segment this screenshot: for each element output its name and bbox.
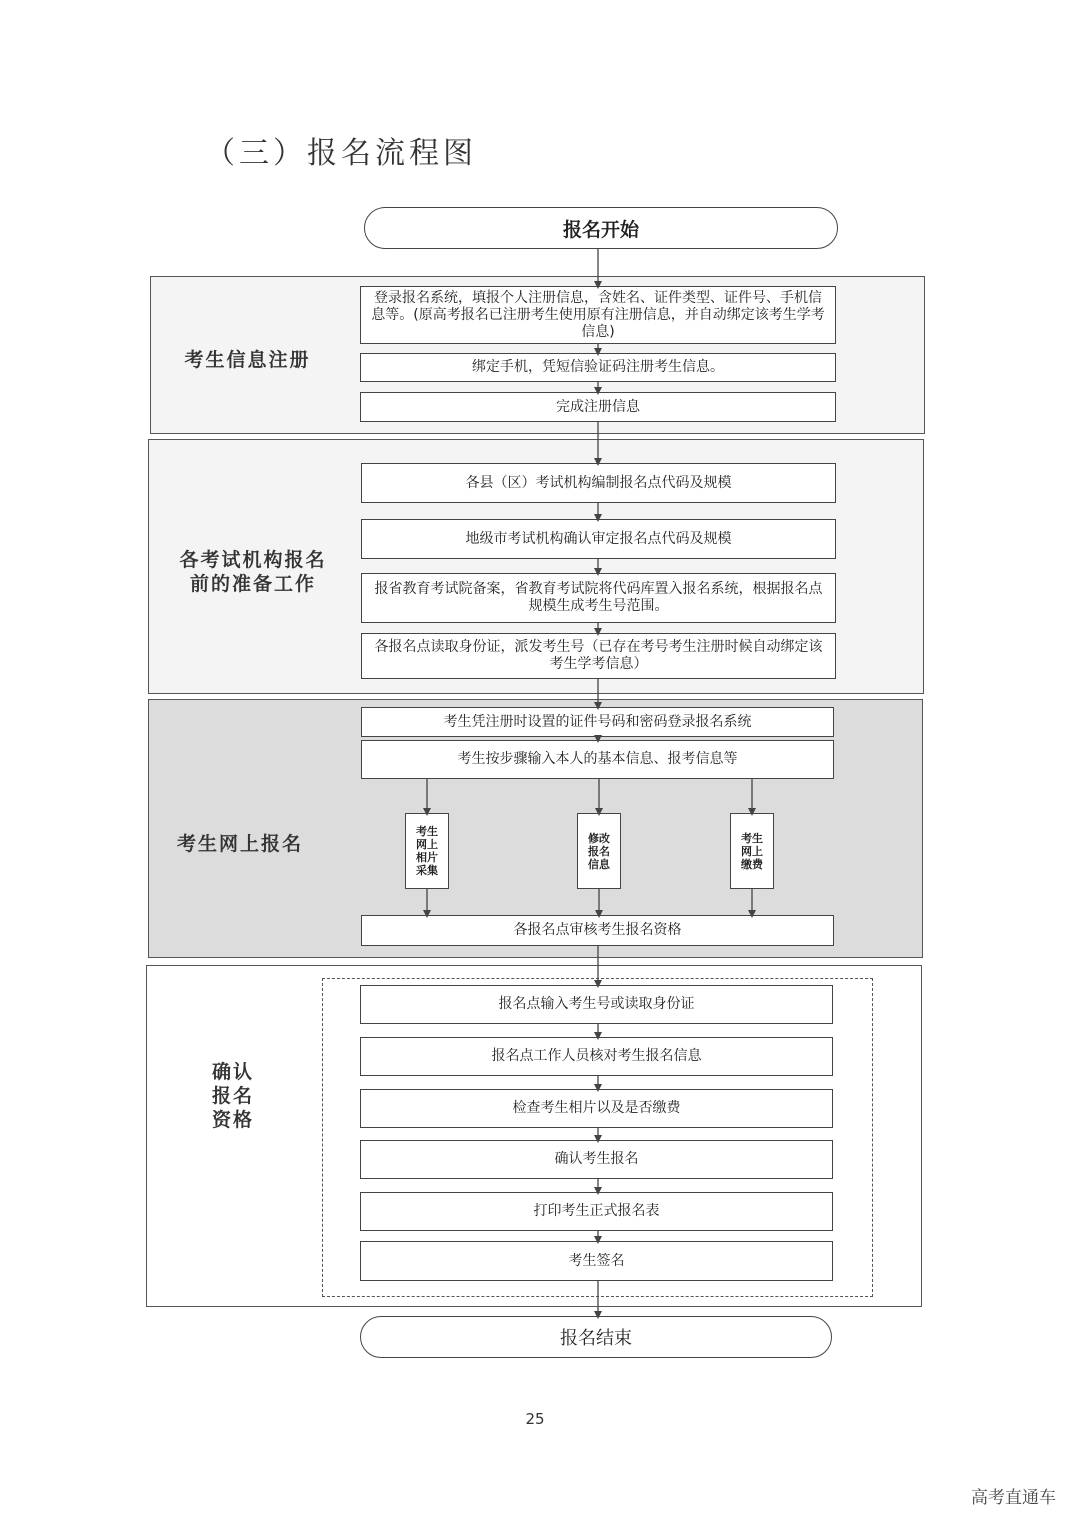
register-step-3: 完成注册信息 [360, 392, 836, 422]
watermark: 高考直通车 [971, 1488, 1056, 1508]
confirm-step-6: 考生签名 [360, 1241, 833, 1281]
confirm-step-3: 检查考生相片以及是否缴费 [360, 1089, 833, 1128]
section-online-label: 考生网上报名 [176, 833, 303, 855]
branch-photo: 考生 网上 相片 采集 [405, 813, 449, 889]
confirm-step-2: 报名点工作人员核对考生报名信息 [360, 1037, 833, 1076]
confirm-step-4: 确认考生报名 [360, 1140, 833, 1179]
confirm-step-5: 打印考生正式报名表 [360, 1192, 833, 1231]
register-step-2: 绑定手机，凭短信验证码注册考生信息。 [360, 353, 836, 382]
online-review: 各报名点审核考生报名资格 [361, 915, 834, 946]
prep-step-2: 地级市考试机构确认审定报名点代码及规模 [361, 519, 836, 559]
page-number: 25 [525, 1410, 545, 1428]
section-prep-label: 各考试机构报名 前的准备工作 [179, 549, 327, 595]
register-step-1: 登录报名系统，填报个人注册信息，含姓名、证件类型、证件号、手机信息等。(原高考报名已注册考生使用原有注册信息，并自动绑定该考生学考信息) [360, 286, 836, 344]
section-register-label: 考生信息注册 [184, 349, 311, 371]
end-label: 报名结束 [560, 1328, 632, 1349]
prep-step-3: 报省教育考试院备案，省教育考试院将代码库置入报名系统，根据报名点规模生成考生号范围。 [361, 573, 836, 623]
online-step-2: 考生按步骤输入本人的基本信息、报考信息等 [361, 740, 834, 779]
online-step-1: 考生凭注册时设置的证件号码和密码登录报名系统 [361, 707, 834, 737]
prep-step-1: 各县（区）考试机构编制报名点代码及规模 [361, 463, 836, 503]
branch-modify: 修改 报名 信息 [577, 813, 621, 889]
prep-step-4: 各报名点读取身份证，派发考生号（已存在考号考生注册时候自动绑定该考生学考信息） [361, 633, 836, 679]
start-label: 报名开始 [562, 218, 639, 241]
branch-payment: 考生 网上 缴费 [730, 813, 774, 889]
page-heading: （三）报名流程图 [205, 136, 477, 171]
confirm-step-1: 报名点输入考生号或读取身份证 [360, 985, 833, 1024]
section-confirm-label: 确认 报名 资格 [211, 1061, 254, 1131]
